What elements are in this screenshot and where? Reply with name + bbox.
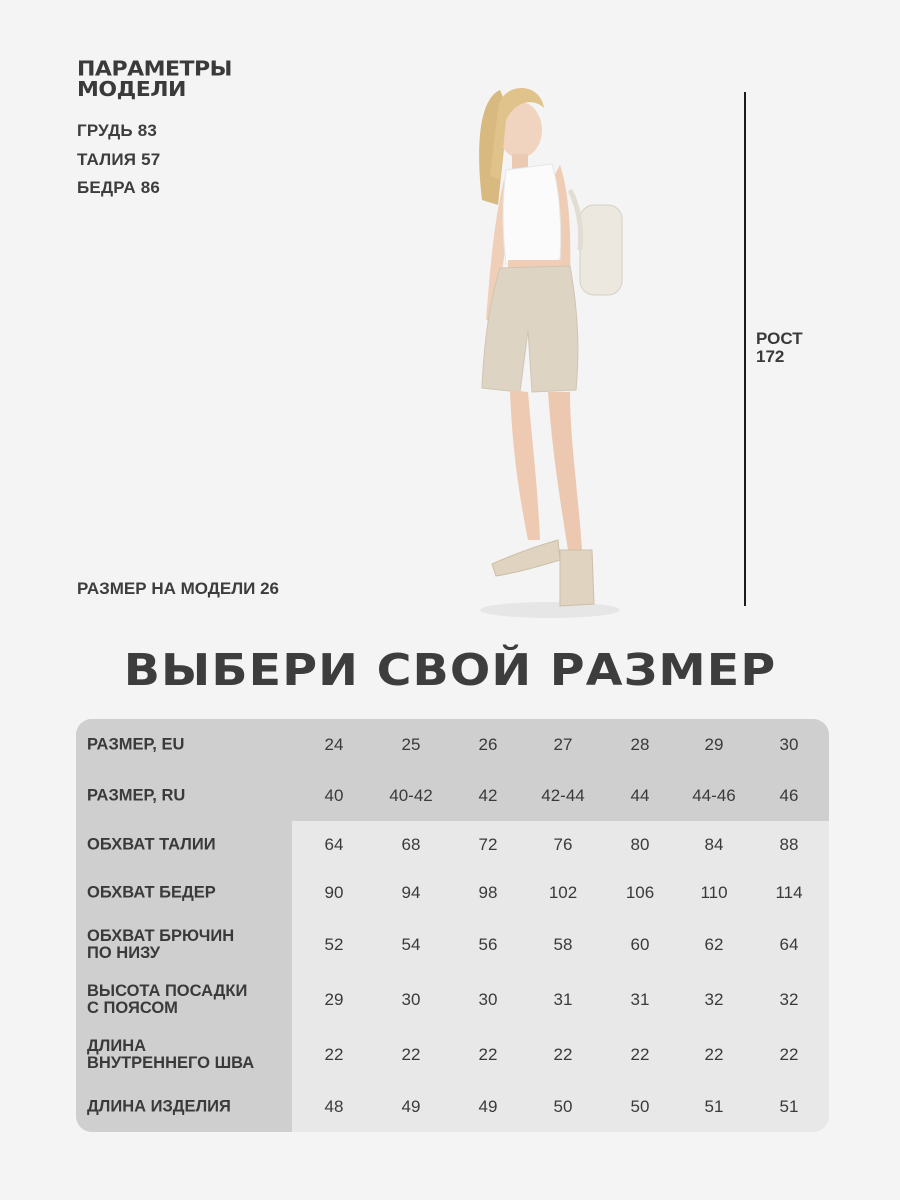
table-cell: 52	[324, 934, 344, 954]
table-cell: 29	[704, 735, 724, 754]
table-cell: 64	[324, 835, 344, 854]
table-cell: 22	[478, 1044, 498, 1064]
table-row	[76, 771, 829, 821]
table-cell: 50	[630, 1096, 650, 1116]
table-cell: 68	[401, 835, 421, 854]
table-cell: 30	[478, 990, 498, 1009]
table-cell: 30	[401, 990, 421, 1009]
sandal-left	[492, 540, 560, 576]
table-row	[76, 1081, 829, 1132]
table-cell: 32	[779, 990, 799, 1009]
leg-right	[548, 392, 582, 550]
table-cell: 56	[478, 934, 498, 954]
table-cell: 28	[630, 735, 650, 754]
table-cell: 30	[779, 735, 799, 754]
table-cell: 31	[553, 990, 573, 1009]
table-cell: 40	[324, 786, 344, 805]
table-cell: 90	[324, 883, 344, 902]
table-cell: 98	[478, 883, 498, 902]
table-cell: 22	[401, 1044, 421, 1064]
row-label: ОБХВАТ БРЮЧИН ПО НИЗУ	[87, 926, 235, 962]
table-cell: 102	[548, 883, 578, 902]
table-cell: 22	[704, 1044, 724, 1064]
row-label: ОБХВАТ БЕДЕР	[87, 883, 216, 902]
chest-param: ГРУДЬ 83	[77, 121, 158, 140]
table-cell: 88	[779, 835, 799, 854]
table-cell: 42	[478, 786, 498, 805]
row-label: РАЗМЕР, EU	[87, 735, 185, 754]
table-cell: 29	[324, 990, 344, 1009]
hips-param: БЕДРА 86	[77, 178, 161, 197]
model-photo	[420, 70, 680, 630]
table-cell: 44	[630, 786, 650, 805]
table-cell: 58	[553, 934, 573, 954]
table-cell: 42-44	[541, 786, 585, 805]
table-cell: 54	[401, 934, 421, 954]
title-line-2: МОДЕЛИ	[77, 78, 186, 102]
table-cell: 76	[553, 835, 573, 854]
row-label: ОБХВАТ ТАЛИИ	[87, 835, 216, 854]
row-label: ВЫСОТА ПОСАДКИ С ПОЯСОМ	[87, 982, 248, 1017]
table-cell: 48	[324, 1096, 344, 1116]
headline: ВЫБЕРИ СВОЙ РАЗМЕР	[123, 645, 777, 696]
size-on-model: РАЗМЕР НА МОДЕЛИ 26	[77, 579, 279, 598]
sandal-right	[560, 550, 594, 606]
table-cell: 22	[324, 1044, 344, 1064]
table-row	[76, 972, 829, 1028]
table-cell: 22	[553, 1044, 573, 1064]
table-cell: 40-42	[389, 786, 433, 805]
table-cell: 24	[324, 735, 344, 754]
table-cell: 25	[401, 735, 421, 754]
row-label: РАЗМЕР, RU	[87, 786, 186, 805]
row-label: ДЛИНА ВНУТРЕННЕГО ШВА	[87, 1036, 255, 1072]
table-cell: 26	[478, 735, 498, 754]
shorts	[482, 266, 578, 392]
table-cell: 84	[704, 835, 724, 854]
table-cell: 72	[478, 835, 498, 854]
table-cell: 80	[630, 835, 650, 854]
table-row	[76, 719, 829, 771]
table-cell: 44-46	[692, 786, 736, 805]
table-cell: 27	[553, 735, 573, 754]
table-cell: 49	[401, 1096, 421, 1116]
table-cell: 46	[779, 786, 799, 805]
backpack	[580, 205, 622, 295]
table-cell: 64	[779, 934, 799, 954]
table-cell: 51	[704, 1096, 724, 1116]
table-cell: 106	[625, 883, 655, 902]
table-cell: 62	[704, 934, 724, 954]
model-params-title	[77, 60, 232, 100]
waist-param: ТАЛИЯ 57	[77, 150, 161, 169]
table-cell: 51	[779, 1096, 799, 1116]
table-cell: 31	[630, 990, 650, 1009]
table-row	[76, 821, 829, 869]
table-cell: 22	[630, 1044, 650, 1064]
table-cell: 60	[630, 934, 650, 954]
shadow	[480, 602, 620, 618]
table-cell: 50	[553, 1096, 573, 1116]
tank-top	[503, 164, 561, 264]
row-label: ДЛИНА ИЗДЕЛИЯ	[87, 1097, 231, 1115]
height-label: РОСТ 172	[756, 329, 803, 366]
table-cell: 49	[478, 1096, 498, 1116]
size-table	[76, 719, 829, 1132]
table-row	[76, 917, 829, 972]
table-row	[76, 1028, 829, 1081]
table-cell: 22	[779, 1044, 799, 1064]
table-cell: 114	[775, 883, 803, 902]
table-cell: 110	[700, 883, 728, 902]
title-line-1: ПАРАМЕТРЫ	[77, 58, 232, 82]
height-line	[744, 92, 746, 606]
table-row	[76, 869, 829, 917]
leg-left	[510, 390, 540, 540]
table-cell: 32	[704, 990, 724, 1009]
table-cell: 94	[401, 883, 421, 902]
